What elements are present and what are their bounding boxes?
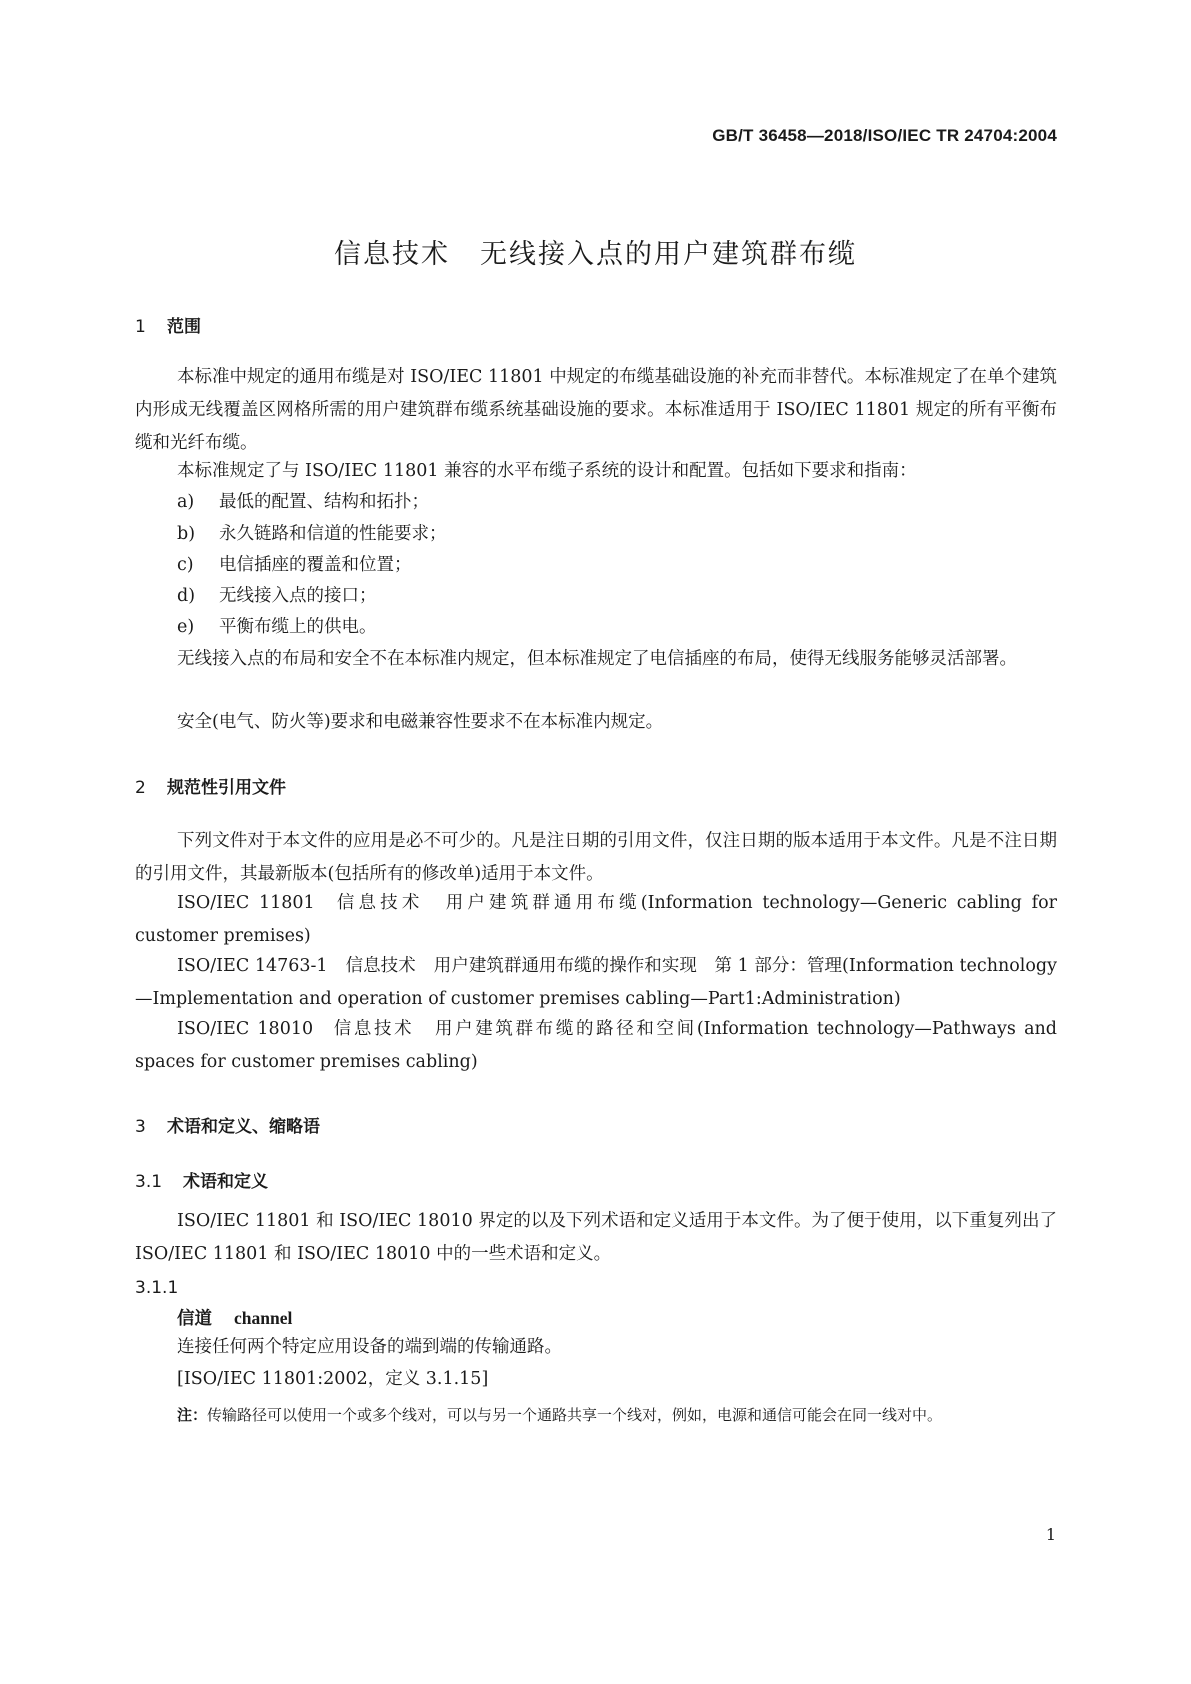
section-1-paragraph-1: 本标准中规定的通用布缆是对 ISO/IEC 11801 中规定的布缆基础设施的补充而非替代。本标准规定了在单个建筑内形成无线覆盖区网格所需的用户建筑群布缆系统基础设施的要求。本标准适用于 ISO/IEC 11801 规定的所有平衡布缆和光纤布缆。 bbox=[135, 367, 1057, 453]
reference-code: ISO/IEC 18010 bbox=[177, 1019, 314, 1039]
list-marker: e) bbox=[177, 617, 195, 637]
title-part-2: 无线接入点的用户建筑群布缆 bbox=[480, 239, 857, 270]
reference-code: ISO/IEC 11801 bbox=[177, 893, 315, 913]
reference-description: 用户建筑群通用布缆(Information technology—Generic cabling for customer premises) bbox=[135, 893, 1057, 946]
subsection-number: 3.1 bbox=[135, 1172, 163, 1192]
reference-zh-title: 信息技术 bbox=[345, 956, 416, 976]
note-label: 注： bbox=[177, 1406, 208, 1424]
section-2-heading bbox=[135, 773, 286, 798]
reference-zh-title: 信息技术 bbox=[332, 893, 424, 913]
section-1-paragraph-3: 无线接入点的布局和安全不在本标准内规定，但本标准规定了电信插座的布局，使得无线服务能够灵活部署。 bbox=[177, 649, 1017, 669]
standard-number: GB/T 36458—2018/ISO/IEC TR 24704:2004 bbox=[712, 126, 1057, 145]
term-number bbox=[135, 1278, 178, 1298]
list-marker: a) bbox=[177, 492, 195, 512]
list-text: 电信插座的覆盖和位置； bbox=[219, 555, 412, 575]
reference-entry bbox=[135, 1013, 1057, 1079]
reference-entry bbox=[135, 887, 1057, 953]
list-item bbox=[177, 611, 377, 644]
term-definition: 连接任何两个特定应用设备的端到端的传输通路。 bbox=[177, 1337, 562, 1357]
term-heading bbox=[177, 1305, 292, 1330]
page-number: 1 bbox=[1045, 1525, 1056, 1544]
term-number-text: 3.1.1 bbox=[135, 1278, 179, 1298]
subsection-3-1-heading bbox=[135, 1167, 268, 1192]
list-marker: c) bbox=[177, 555, 194, 575]
section-2-paragraph-1: 下列文件对于本文件的应用是必不可少的。凡是注日期的引用文件，仅注日期的版本适用于本文件。凡是不注日期的引用文件，其最新版本(包括所有的修改单)适用于本文件。 bbox=[135, 831, 1057, 884]
note-text: 传输路径可以使用一个或多个线对，可以与另一个通路共享一个线对，例如，电源和通信可能会在同一线对中。 bbox=[207, 1406, 943, 1424]
list-item bbox=[177, 580, 377, 613]
term-note bbox=[177, 1404, 942, 1425]
list-text: 平衡布缆上的供电。 bbox=[219, 617, 377, 637]
reference-zh-title: 信息技术 bbox=[331, 1019, 415, 1039]
subsection-title: 术语和定义 bbox=[183, 1172, 268, 1192]
reference-description: 用户建筑群布缆的路径和空间(Information technology—Pathways and spaces for customer premises cabling) bbox=[135, 1019, 1057, 1072]
document-title bbox=[0, 232, 1191, 271]
term-english: channel bbox=[234, 1308, 293, 1328]
subsection-3-1-paragraph: ISO/IEC 11801 和 ISO/IEC 18010 界定的以及下列术语和定义适用于本文件。为了便于使用，以下重复列出了 ISO/IEC 11801 和 ISO/IEC 18010 中的一些术语和定义。 bbox=[135, 1211, 1057, 1264]
list-item bbox=[177, 549, 412, 582]
section-3-heading bbox=[135, 1112, 320, 1137]
reference-entry bbox=[135, 950, 1057, 1016]
list-text: 无线接入点的接口； bbox=[219, 586, 377, 606]
section-title: 范围 bbox=[167, 317, 201, 337]
list-item bbox=[177, 486, 429, 519]
section-number: 1 bbox=[135, 317, 146, 337]
reference-code: ISO/IEC 14763-1 bbox=[177, 956, 328, 976]
term-chinese: 信道 bbox=[177, 1309, 212, 1329]
section-number: 2 bbox=[135, 778, 146, 798]
section-1-paragraph-2: 本标准规定了与 ISO/IEC 11801 兼容的水平布缆子系统的设计和配置。包括如下要求和指南： bbox=[177, 461, 917, 481]
list-marker: b) bbox=[177, 524, 196, 544]
term-source: [ISO/IEC 11801:2002，定义 3.1.15] bbox=[177, 1369, 489, 1389]
title-part-1: 信息技术 bbox=[334, 239, 450, 270]
section-title: 术语和定义、缩略语 bbox=[167, 1117, 320, 1137]
section-1-heading bbox=[135, 312, 201, 337]
list-text: 永久链路和信道的性能要求； bbox=[219, 524, 447, 544]
reference-description: 用户建筑群通用布缆的操作和实现 第 1 部分：管理(Information technology—Implementation and operation of customer premises cabling—Part1:Administration) bbox=[135, 956, 1057, 1009]
section-1-paragraph-4: 安全(电气、防火等)要求和电磁兼容性要求不在本标准内规定。 bbox=[177, 712, 664, 732]
section-number: 3 bbox=[135, 1117, 146, 1137]
list-marker: d) bbox=[177, 586, 196, 606]
list-text: 最低的配置、结构和拓扑； bbox=[219, 492, 429, 512]
section-title: 规范性引用文件 bbox=[167, 778, 286, 798]
list-item bbox=[177, 518, 447, 551]
